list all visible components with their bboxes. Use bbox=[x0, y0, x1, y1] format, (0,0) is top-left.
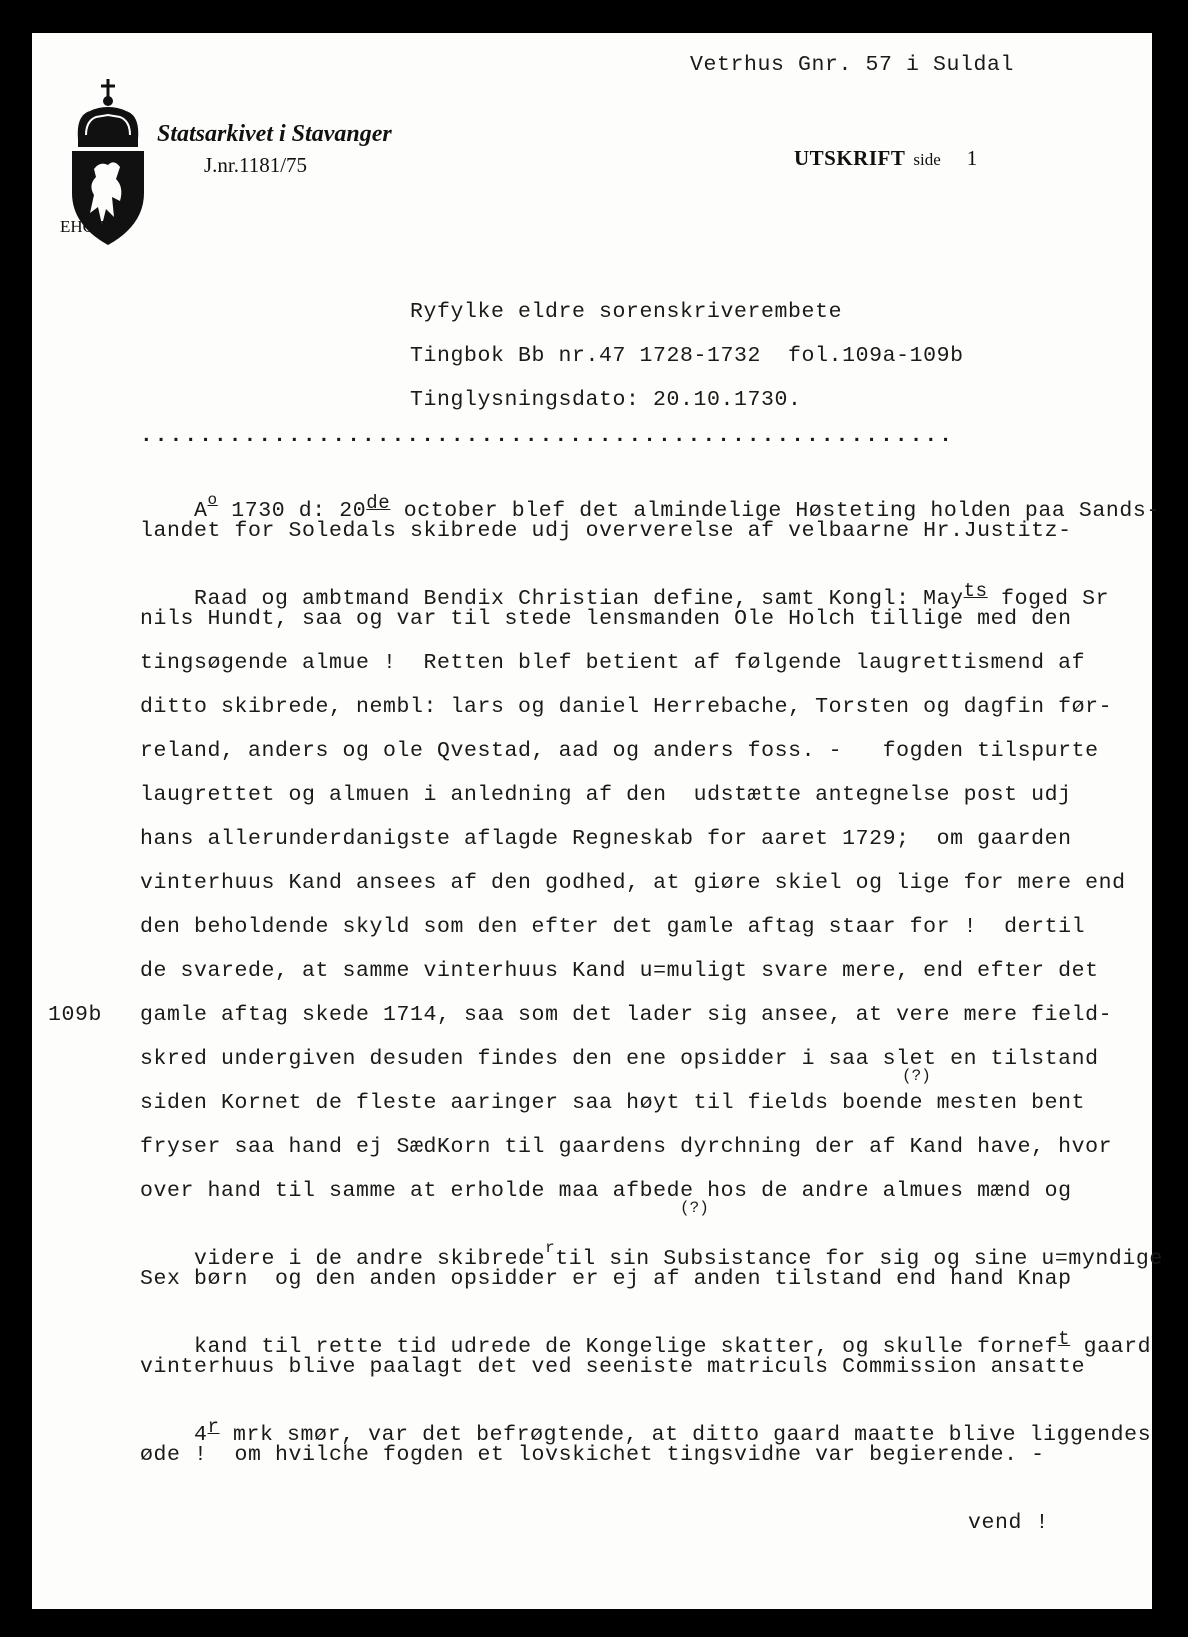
body-line-18-a-sup: r bbox=[545, 1239, 556, 1257]
body-line-1-a-sup: o bbox=[207, 491, 218, 509]
body-line-17: over hand til samme at erholde maa afbede hos de andre almues mænd og bbox=[140, 1179, 1072, 1203]
dotted-separator: ....................................................... bbox=[140, 425, 955, 448]
body-line-6: ditto skibrede, nembl: lars og daniel Herrebache, Torsten og dagfin før- bbox=[140, 695, 1113, 719]
margin-folio-note: 109b bbox=[48, 1003, 103, 1027]
archive-name: Statsarkivet i Stavanger bbox=[157, 121, 392, 147]
body-line-16: fryser saa hand ej SædKorn til gaardens dyrchning der af Kand have, hvor bbox=[140, 1135, 1113, 1159]
body-line-22-a: 4 bbox=[194, 1423, 208, 1447]
page-number: 1 bbox=[966, 146, 978, 170]
body-line-4: nils Hundt, saa og var til stede lensmanden Ole Holch tillige med den bbox=[140, 607, 1072, 631]
body-line-7: reland, anders og ole Qvestad, aad og anders foss. - fogden tilspurte bbox=[140, 739, 1099, 763]
utskrift-title: UTSKRIFT bbox=[794, 146, 906, 170]
body-line-5: tingsøgende almue ! Retten blef betient af følgende laugrettismend af bbox=[140, 651, 1086, 675]
body-line-1-a: A bbox=[194, 499, 208, 523]
body-line-14: skred undergiven desuden findes den ene opsidder i saa slet en tilstand bbox=[140, 1047, 1099, 1071]
source-book: Tingbok Bb nr.47 1728-1732 fol.109a-109b bbox=[410, 344, 964, 368]
body-line-22-a-sup: r bbox=[207, 1416, 220, 1438]
source-date: Tinglysningsdato: 20.10.1730. bbox=[410, 388, 802, 412]
body-line-13: gamle aftag skede 1714, saa som det lader sig ansee, at vere mere field- bbox=[140, 1003, 1113, 1027]
body-line-3-a-sup: ts bbox=[963, 580, 988, 602]
utskrift-label bbox=[794, 146, 977, 171]
body-line-1-c: october blef det almindelige Høsteting holden paa Sands- bbox=[390, 499, 1160, 523]
body-line-10: vinterhuus Kand ansees af den godhed, at giøre skiel og lige for mere end bbox=[140, 871, 1126, 895]
body-line-9: hans allerunderdanigste aflagde Regneskab for aaret 1729; om gaarden bbox=[140, 827, 1072, 851]
body-line-23: øde ! om hvilche fogden et lovskichet tingsvidne var begierende. - bbox=[140, 1443, 1045, 1467]
body-line-19: Sex børn og den anden opsidder er ej af anden tilstand end hand Knap bbox=[140, 1267, 1072, 1291]
body-line-1-b-sup: de bbox=[366, 492, 391, 514]
document-page bbox=[32, 33, 1163, 1609]
initials: EHG/MF bbox=[60, 217, 125, 236]
body-line-21: vinterhuus blive paalagt det ved seeniste matriculs Commission ansatte bbox=[140, 1355, 1086, 1379]
body-line-20-b: gaard bbox=[1070, 1335, 1152, 1359]
body-line-18-b: til sin Subsistance for sig og sine u=myndige bbox=[555, 1247, 1163, 1271]
source-office: Ryfylke eldre sorenskriverembete bbox=[410, 300, 843, 324]
query-mark-1: (?) bbox=[902, 1067, 931, 1085]
farm-header: Vetrhus Gnr. 57 i Suldal bbox=[690, 53, 1015, 77]
journal-number: J.nr.1181/75 bbox=[204, 153, 308, 177]
body-line-18-a: videre i de andre skibrede bbox=[194, 1247, 546, 1271]
body-line-15: siden Kornet de fleste aaringer saa høyt til fields boende mesten bent bbox=[140, 1091, 1086, 1115]
body-line-3-a: Raad og ambtmand Bendix Christian define, samt Kongl: May bbox=[194, 587, 964, 611]
body-line-20-a: kand til rette tid udrede de Kongelige skatter, og skulle fornef bbox=[194, 1335, 1059, 1359]
side-label: side bbox=[913, 150, 941, 169]
body-line-12: de svarede, at samme vinterhuus Kand u=muligt svare mere, end efter det bbox=[140, 959, 1099, 983]
body-line-2: landet for Soledals skibrede udj oververelse af velbaarne Hr.Justitz- bbox=[140, 519, 1072, 543]
body-line-8: laugrettet og almuen i anledning af den udstætte antegnelse post udj bbox=[140, 783, 1072, 807]
body-line-22-b: mrk smør, var det befrøgtende, at ditto gaard maatte blive liggendes bbox=[219, 1423, 1152, 1447]
body-line-1-b: 1730 d: 20 bbox=[217, 499, 367, 523]
body-line-20-a-sup: t bbox=[1058, 1328, 1071, 1350]
query-mark-2: (?) bbox=[680, 1199, 709, 1217]
body-line-3-b: foged Sr bbox=[987, 587, 1110, 611]
turn-over-note: vend ! bbox=[968, 1511, 1050, 1535]
body-line-11: den beholdende skyld som den efter det gamle aftag staar for ! dertil bbox=[140, 915, 1086, 939]
